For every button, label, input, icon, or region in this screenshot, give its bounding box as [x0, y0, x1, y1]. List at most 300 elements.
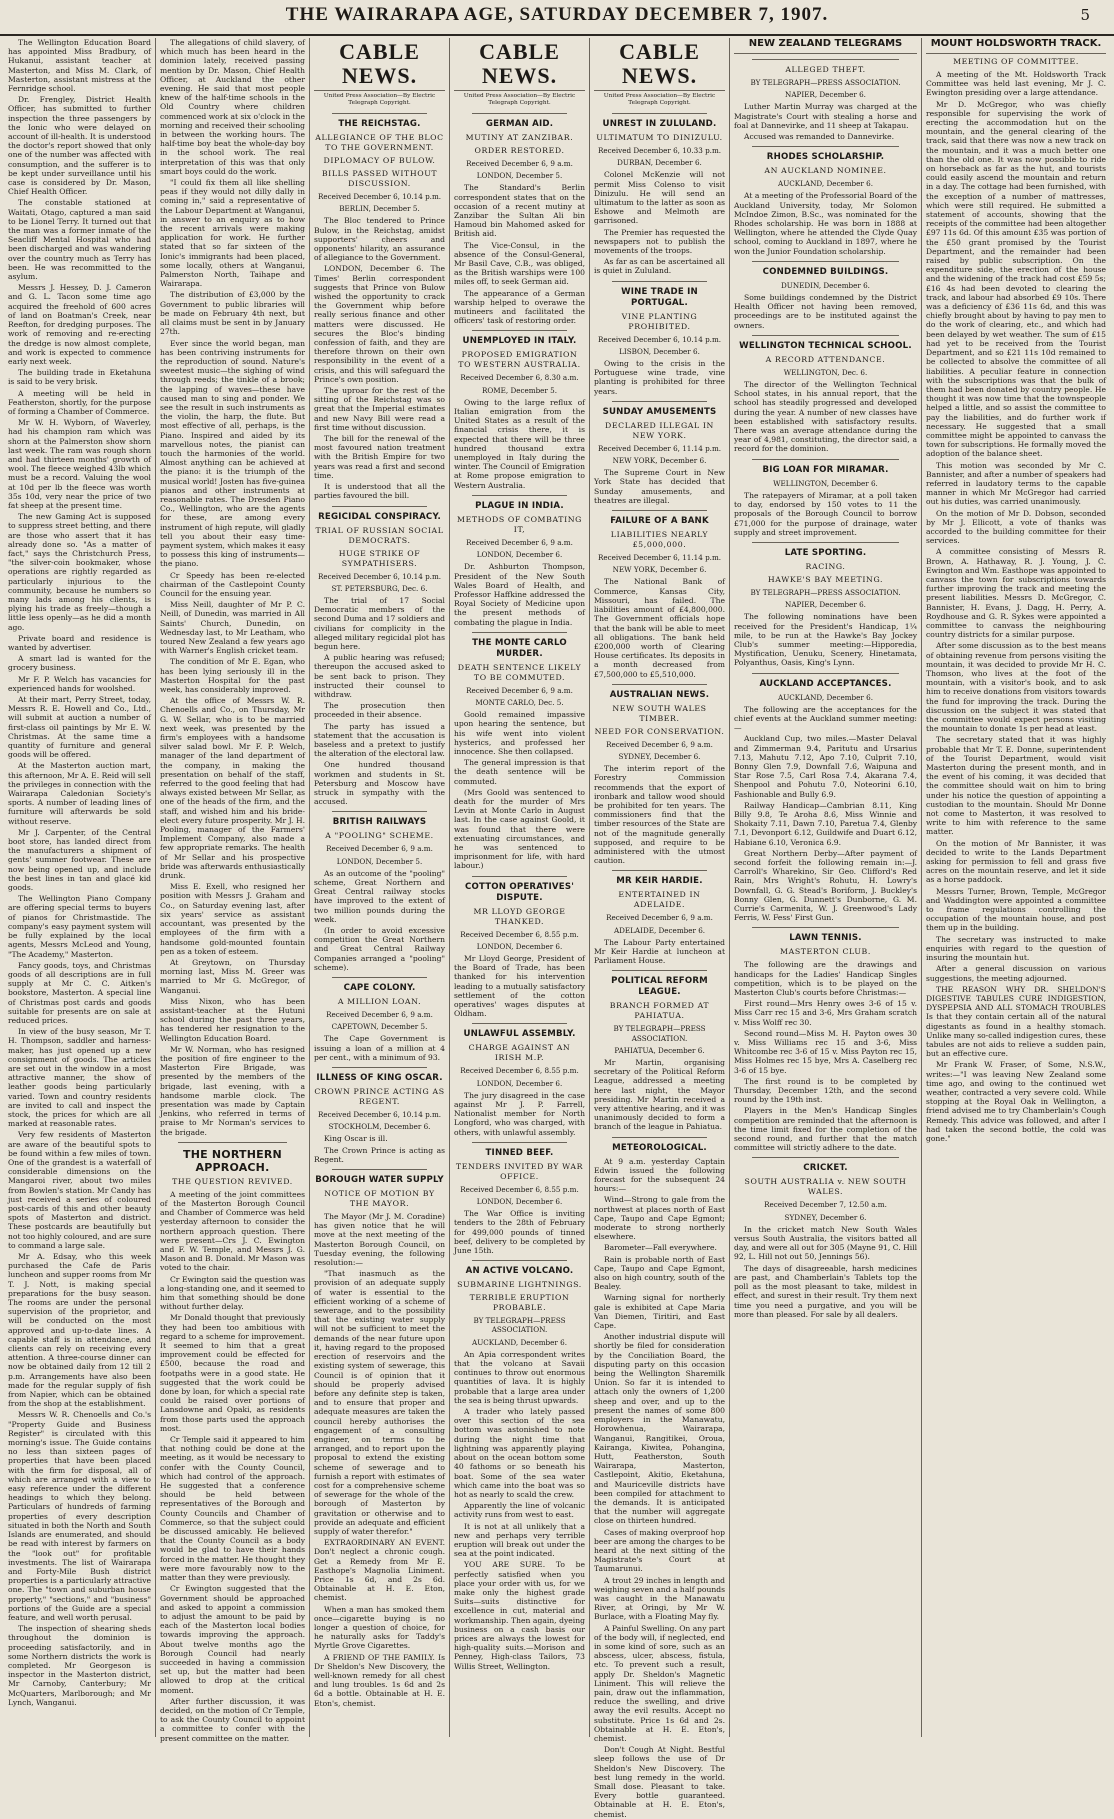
section-subheading: BILLS PASSED WITHOUT DISCUSSION. — [321, 169, 438, 188]
dateline: Received December 6, 8.55 p.m. — [460, 1066, 579, 1076]
paragraph: The Standard's Berlin correspondent states that on the occasion of a recent mutiny at Zanzibar the Sultan Ali bin Hamoud bin Mahomed asked for British aid. — [454, 183, 585, 239]
paragraph: First round—Mrs Henry owes 3-6 of 15 v. Miss Carr rec 15 and 3-6, Mrs Graham scratch v. Miss Wolff rec 30. — [734, 999, 917, 1027]
section-subheading: ENTERTAINED IN ADELAIDE. — [618, 890, 701, 910]
dateline: NAPIER, December 6. — [785, 90, 866, 100]
paragraph: The constable stationed at Waitati, Otago, captured a man said to be Lionel Terry. It turned out that the man was a former inmate of the Seacliff Mental Hospital who had been discharged and was wandering over the country much as Terry has been. He was recommitted to the asylum. — [8, 198, 151, 282]
dateline: Received December 6, 9 a.m. — [466, 159, 573, 168]
section-subheading: TRIAL OF RUSSIAN SOCIAL DEMOCRATS. — [315, 525, 444, 545]
divider — [332, 977, 427, 978]
section-heading: LATE SPORTING. — [784, 547, 867, 558]
dateline: Received December 6, 10.14 p.m. — [317, 192, 442, 201]
paragraph: Mr Lloyd George, President of the Board of Trade, has been thanked for his intervention leading to a mutually satisfactory settlement of the cotton operatives' wages disputes at Oldham. — [454, 953, 585, 1019]
dateline: Received December 6, 9 a.m. — [466, 685, 573, 695]
section-subheading: A MILLION LOAN. — [337, 997, 422, 1007]
section-heading: COTTON OPERATIVES' DISPUTE. — [464, 881, 575, 903]
paragraph: On the motion of Mr Bannister, it was decided to write to the Lands Department asking for permission to fell and grass five acres on the mountain reserve, and let it side as a horse paddock. — [926, 838, 1106, 885]
paragraph: The building trade in Eketahuna is said to be very brisk. — [8, 368, 151, 387]
section-subheading: A RECORD ATTENDANCE. — [765, 354, 886, 364]
divider — [178, 1142, 287, 1143]
paragraph: Mr D. McGregor, who was chiefly responsible for supervising the work of erecting the accommodation hut on the mountain, and the general clearing of the track, said that there was now a new track on the mountain, and it was a much better one than the old one. It was now possible to ride on horseback as far as the hut, and tourists could easily ascend the mountain and return in a day. The cottage had been furnished, with the exception of a number of mattresses, which were still required. He submitted a statement of accounts, showing that the receipts of the committee had been altogether £97 11s 6d. Of this amount £35 was portion of the £50 grant promised by the Tourist Department, and the remainder had been raised by public subscription. On the expenditure side, the erection of the house and the widening of the track had cost £59 5s; £16 4s had been devoted to clearing the track, and labour had absorbed £9 10s. There was a deficiency of £36 11s 6d, and this was chiefly brought about by having to pay men to do the work of clearing, etc., and which had been delayed by wet weather. The sum of £15 had yet to be received from the Tourist Department, and so £21 11s 10d remained to be collected to absolve the committee of all liabilities. A peculiar feature in connection with the subscriptions was that the bulk of them had been donated by country people. He thought it was now time that the townspeople helped a little, and so assist the committee to pay the liabilities, and do further work if necessary. He suggested that a small committee might be appointed to canvass the town for subscriptions. He formally moved the adoption of the balance sheet. — [926, 99, 1106, 459]
dateline: LONDON, December 5. — [336, 856, 423, 866]
paragraph: At Greytown, on Thursday morning last, Miss M. Greer was married to Mr G. McGregor, of Wanganui. — [160, 957, 305, 995]
section-subheading: DECLARED ILLEGAL IN NEW YORK. — [605, 420, 714, 440]
paragraph: Apparently the line of volcanic activity runs from west to east. — [454, 1501, 585, 1520]
dateline: LONDON, December 5. — [476, 171, 563, 181]
dateline: LONDON, December 6. — [476, 550, 563, 560]
dateline: NEW YORK, December 6. — [612, 565, 707, 575]
paragraph: The ratepayers of Miramar, at a poll taken to day, endorsed by 150 votes to 11 the proposals of the Borough Council to borrow £71,000 for the purpose of drainage, water supply and street improvement. — [734, 490, 917, 537]
dateline: LISBON, December 6. — [619, 346, 700, 356]
section-heading: UNREST IN ZULULAND. — [602, 119, 717, 129]
paragraph: Miss Nixon, who has been assistant-teacher at the Hutuni school during the past three years, has tendered her resignation to the Wellington Education Board. — [160, 996, 305, 1043]
section-subheading: AN AUCKLAND NOMINEE. — [764, 166, 887, 176]
paragraph: The following are the acceptances for the chief events at the Auckland summer meeting:— — [734, 704, 917, 733]
paragraph: LONDON, December 6. The Times' Berlin correspondent suggests that Prince von Bulow wished the opportunity to crack the Government whip before really serious finance and other matters were discussed. He secures the Bloc's binding confession of faith, and they are therefore thrown on their own responsibility in the event of a crisis, and this will safeguard the Prince's own position. — [314, 264, 445, 384]
paragraph: The Wellington Education Board has appointed Miss Bradbury, of Hukanui, assistant teacher at Masterton, and Miss M. Clark, of Masterton, assistant mistress at the Fernridge school. — [8, 38, 151, 94]
article-body — [926, 70, 1106, 1143]
paragraph: Mr W. H. Wyborn, of Waverley, had his champion ram which was shorn at the Palmerston show shorn last week. The ram was rough shorn and had thirteen months' growth of wool. The fleece weighed 43lb which must be a record. Valuing the wool at 10d per lb the fleece was worth 35s 10d, very near the price of two fat sheep at the present time. — [8, 418, 151, 510]
masthead — [0, 0, 1114, 36]
holdsworth-heading: MOUNT HOLDSWORTH TRACK. — [926, 38, 1106, 54]
dateline: BY TELEGRAPH—PRESS ASSOCIATION. — [613, 1024, 706, 1043]
section-subheading: DIPLOMACY OF BULOW. — [323, 156, 436, 165]
paragraph: The Premier has requested the newspapers not to publish the movements of the troops. — [594, 227, 725, 256]
section-subheading: SOUTH AUSTRALIA v. NEW SOUTH WALES. — [744, 1177, 907, 1197]
paragraph: Dr. Frengley, District Health Officer, has submitted to further inspection the three passengers by the Ionic who were delayed on account of ill-health. It is understood the doctor's report showed that only one of the number was affected with consumption, and the sufferer is to be kept under surveillance until his case is considered by Dr. Mason, Chief Health Officer. — [8, 95, 151, 197]
dateline: BERLIN, December 5. — [339, 204, 420, 214]
divider — [332, 811, 427, 812]
paragraph: An Apia correspondent writes that the volcano at Savaii continues to throw out enormous quantities of lava. It is highly probable that a large area under the sea is being thrust upwards. — [454, 1349, 585, 1405]
dateline: Received December 6, 9 a.m. — [326, 844, 433, 854]
telegram-articles — [734, 59, 917, 1319]
local-news-paragraphs — [160, 38, 305, 1137]
paragraph: The uproar for the rest of the sitting of the Reichstag was so great that the Imperial estimates and new Navy Bill were read a first time without discussion. — [314, 386, 445, 432]
paragraph: In view of the busy season, Mr T. H. Thompson, saddler and harness-maker, has just opened up a new consignment of goods. The articles are set out in the window in a most attractive manner, the show of leather goods being particularly varied. Town and country residents are invited to call and inspect the stock, the prices for which are all marked at reasonable rates. — [8, 1027, 151, 1129]
paragraph: After a general discussion on various suggestions, the meeting adjourned. — [926, 964, 1106, 983]
paragraph: EXTRAORDINARY AN EVENT. Don't neglect a chronic cough. Get a Remedy from Mr E. Easthope's Magnolia Liniment. Price 1s 6d, and 2s 6d. Obtainable at H. E. Eton, chemist. — [314, 1538, 445, 1603]
section-subheading: HUGE STRIKE OF SYMPATHISERS. — [338, 548, 421, 568]
divider — [472, 1023, 567, 1024]
column-6-nz-telegrams — [730, 38, 922, 1737]
paragraph: Cr Speedy has been re-elected chairman of the Castlepoint County Council for the ensuing year. — [160, 570, 305, 598]
paragraph: A trader who lately passed over this section of the sea bottom was astonished to note during the night time that lightning was apparently playing about on the ocean bottom some 40 fathoms or so beneath his boat. Some of the sea water which came into the boat was so hot as nearly to scald the crew. — [454, 1407, 585, 1499]
section-heading: MR KEIR HARDIE. — [616, 876, 703, 887]
cable-articles — [454, 113, 585, 1671]
paragraph: A meeting will be held in Featherston, shortly, for the purpose of forming a Chamber of Commerce. — [8, 388, 151, 416]
paragraph: Messrs J. Hessey, D. J. Cameron and G. L. Tacon some time ago acquired the freehold of 600 acres of land on Boatman's Creek, near Reefton, for dredging purposes. The work of removing and re-erecting the dredge is now almost complete, and work is expected to commence early next week. — [8, 283, 151, 366]
dateline: LONDON, December 6. — [476, 1078, 563, 1088]
section-subheading: MASTERTON CLUB. — [780, 947, 871, 957]
section-heading: SUNDAY AMUSEMENTS — [602, 406, 717, 417]
agency-credit: United Press Association—By Electric Telegraph Copyright. — [323, 93, 436, 106]
paragraph: A meeting of the joint committees of the Masterton Borough Council and Chamber of Commerce was held yesterday afternoon to consider the northern approach question. There were present—Crs J. C. Ewington and F. W. Temple, and Messrs J. G. Mason and B. Donald. Mr Mason was voted to the chair. — [160, 1189, 305, 1273]
paragraph: The Wellington Piano Company are offering special terms to buyers of pianos for Christmastide. The company's easy payment system will be fully explained by the local agents, Messrs McLeod and Young, "The Academy," Masterton. — [8, 894, 151, 959]
paragraph: Wind—Strong to gale from the northwest at places north of East Cape, Taupo and Cape Egmont; moderate to strong northerly elsewhere. — [594, 1195, 725, 1242]
section-subheading: NOTICE OF MOTION BY THE MAYOR. — [324, 1189, 435, 1209]
paragraph: Warning signal for northerly gale is exhibited at Cape Maria Van Diemen, Tiritiri, and East Cape. — [594, 1293, 725, 1331]
paragraph: Cr Ewington suggested that the Government should be approached and asked to appoint a commission to adjust the amount to be paid by each of the Masterton local bodies towards improving the approach. About twelve months ago the Borough Council had nearly succeeded in having a commission set up, but the matter had been allowed to drop at the critical moment. — [160, 1584, 305, 1695]
section-subheading: A "POOLING" SCHEME. — [325, 831, 434, 841]
paragraph: Barometer—Fall everywhere. — [604, 1243, 717, 1253]
paragraph: Mr A. Edsay, who this week purchased the Cafe de Paris luncheon and supper rooms from Mr T. J. Nott, is making special preparations for the busy season. The rooms are under the personal supervision of the proprietor, and will be conducted on the most approved and up-to-date lines. A capable staff is in attendance, and clients can rely on receiving every attention. A three-course dinner can now be obtained daily from 12 till 2 p.m. Arrangements have also been made for the regular supply of fish from Napier, which can be obtained from the shop at the establishment. — [8, 1252, 151, 1409]
section-heading: BOROUGH WATER SUPPLY — [315, 1175, 444, 1186]
paragraph: Miss E. Exell, who resigned her position with Messrs J. Graham and Co., on Saturday evening last, after six years' service as assistant accountant, was presented by the employees of the firm with a handsome gold-mounted fountain pen as a token of esteem. — [160, 882, 305, 956]
paragraph: The new Gaming Act is supposed to suppress street betting, and there are those who assert that it has already done so. "As a matter of fact," says the Christchurch Press, "the silver-coin bookmaker, whose operations are rightly regarded as particularly injurious to the community, because he numbers so many lads among his clients, is plying his trade as freely—though a little less openly—as he did a month ago. — [8, 512, 151, 632]
section-subheading: MR LLOYD GEORGE THANKED. — [473, 906, 566, 926]
section-heading: AN ACTIVE VOLCANO. — [465, 1266, 574, 1277]
divider — [752, 146, 899, 147]
divider — [752, 261, 899, 262]
cable-articles — [314, 113, 445, 1708]
paragraph: Owing to the crisis in the Portuguese wine trade, vine planting is prohibited for three years. — [594, 359, 725, 396]
dateline: NAPIER, December 6. — [785, 600, 866, 610]
paragraph: Another industrial dispute will shortly be filed for consideration by the Conciliation Board, the disputing party on this occasion being the Wellington Sharemilk Union. So far it is intended to attach only the owners of 1,200 sheep and over, and up to the present the names of some 800 employers in the Manawatu, Horowhenua, Wairarapa, Wanganui, Rangitikei, Oroua, Kairanga, Kiwitea, Pohangina, Hutt, Featherston, South Wairarapa, Masterton, Castlepoint, Akitio, Eketahuna, and Mauriceville districts have been compiled for attachment to the demands. It is anticipated that the number will aggregate close on thirteen hundred. — [594, 1332, 725, 1526]
nz-telegrams-heading: NEW ZEALAND TELEGRAMS — [734, 38, 917, 54]
section-heading: BIG LOAN FOR MIRAMAR. — [762, 464, 889, 475]
section-heading: WINE TRADE IN PORTUGAL. — [621, 286, 698, 308]
dateline: NEW YORK, December 6. — [612, 456, 707, 466]
section-subheading: TERRIBLE ERUPTION PROBABLE. — [469, 1293, 570, 1313]
section-heading: REGICIDAL CONSPIRACY. — [318, 511, 441, 522]
paragraph: The secretary stated that it was highly probable that Mr T. E. Donne, superintendent of the Tourist Department, would visit Masterton during the present month, and in the event of his coming, it was decided that the committee should wait on him to bring under his notice the question of appointing a custodian to the mountain. Should Mr Donne not come to Masterton, it was resolved to write to him with reference to the same matter. — [926, 735, 1106, 837]
paragraph: A committee consisting of Messrs R. Brown, A. Hathaway, R. J. Young, J. C. Ewington and Wm. Easthope was appointed to canvass the town for subscriptions towards further improving the track and meeting the present liabilities. Messrs D. McGregor, C. Bannister, H. Evans, J. Dagg, H. Perry, A. Roydhouse and G. R. Sykes were appointed a committee to canvass the neighbouring country districts for a similar purpose. — [926, 547, 1106, 640]
section-subheading: PROPOSED EMIGRATION TO WESTERN AUSTRALIA. — [458, 350, 581, 370]
dateline: Received December 6, 9 a.m. — [606, 739, 713, 749]
section-subheading: HAWKE'S BAY MEETING. — [767, 574, 884, 584]
paragraph: The Cape Government is issuing a loan of a million at 4 per cent., with a minimum of 93. — [314, 1034, 445, 1062]
dateline: CAPETOWN, December 5. — [331, 1022, 428, 1032]
section-heading: BRITISH RAILWAYS — [332, 817, 427, 828]
divider — [332, 113, 427, 114]
local-news-paragraphs — [8, 38, 151, 1707]
column-2-local-news — [156, 38, 310, 1743]
column-3-cable-news — [310, 38, 450, 1737]
dateline: Received December 6, 10.14 p.m. — [597, 334, 722, 344]
paragraph: A trout 29 inches in length and weighing seven and a half pounds was caught in the Manawatu River, at Oringi, by Mr W. Burlace, with a Floating May fly. — [594, 1575, 725, 1622]
divider — [752, 542, 899, 543]
dateline: Received December 6, 9 a.m. — [326, 1010, 433, 1020]
section-heading: LAWN TENNIS. — [789, 933, 862, 944]
paragraph: Mr F. P. Welch has vacancies for experienced hands for woolshed. — [8, 674, 151, 693]
paragraph: Players in the Men's Handicap Singles competition are reminded that the afternoon is the time limit fixed for the completion of the second round, and further that the match committee will strictly adhere to the date. — [734, 1106, 917, 1153]
paragraph: The trial of 17 Social Democratic members of the second Duma and 17 soldiers and civilians for complicity in the alleged military regicidal plot has begun here. — [314, 595, 445, 651]
paragraph: A meeting of the Mt. Holdsworth Track Committee was held last evening, Mr J. C. Ewington presiding over a large attendance. — [926, 70, 1106, 98]
divider — [472, 1142, 567, 1143]
cable-news-heading: CABLE NEWS. — [594, 40, 725, 91]
section-heading: CRICKET. — [803, 1163, 848, 1174]
column-5-cable-news — [590, 38, 730, 1819]
paragraph: The general impression is that the death sentence will be commuted. — [454, 758, 585, 786]
dateline: MONTE CARLO, Dec. 5. — [475, 697, 564, 707]
paragraph: The appearance of a German warship helped to overawe the mutineers and facilitated the officers' task of restoring order. — [454, 288, 585, 326]
column-4-cable-news — [450, 38, 590, 1737]
paragraph: Dr. Ashburton Thompson, President of the New South Wales Board of Health, and Professor Haffkine addressed the Royal Society of Medicine upon the present methods of combating the plague in India. — [454, 562, 585, 627]
divider — [472, 1260, 567, 1261]
paragraph: Colonel McKenzie will not permit Miss Colenso to visit Dinizulu. He will send an ultimatum to the latter as soon as Eshowe and Melmoth are garrisoned. — [594, 170, 725, 226]
paragraph: Luther Martin Murray was charged at the Magistrate's Court with stealing a horse and foal at Dannevirke, and 11 sheep at Takapau. — [734, 102, 917, 130]
cable-news-heading: CABLE NEWS. — [314, 40, 445, 91]
paragraph: At the Masterton auction mart, this afternoon, Mr A. E. Reid will sell the privileges in connection with the Wairarapa Caledonian Society's sports. A number of leading lines of furniture will afterwards be sold without reserve. — [8, 761, 151, 826]
section-heading: THE NORTHERN APPROACH. — [183, 1147, 282, 1174]
paragraph: (In order to avoid excessive competition the Great Northern and Great Central Railway Companies arranged a "pooling" scheme). — [314, 926, 445, 972]
paragraph: The Labour Party entertained Mr Keir Hardie at luncheon at Parliament House. — [594, 937, 725, 966]
section-heading: ILLNESS OF KING OSCAR. — [316, 1073, 443, 1084]
paragraph: The inspection of shearing sheds throughout the dominion is proceeding satisfactorily, and in some Northern districts the work is completed. Mr Georgeson is inspector in the Masterton district, Mr Carnoby, Canterbury; Mr McQuarters, Marlborough; and Mr Lynch, Wanganui. — [8, 1624, 151, 1707]
divider — [472, 330, 567, 331]
dateline: Received December 6, 9 a.m. — [606, 913, 713, 923]
section-subheading: RACING. — [805, 561, 846, 571]
section-subheading: ULTIMATUM TO DINIZULU. — [596, 133, 723, 142]
paragraph: The prosecution then proceeded in their absence. — [314, 701, 445, 720]
section-subheading: ORDER RESTORED. — [474, 146, 565, 155]
dateline: Received December 6, 11.14 p.m. — [597, 443, 722, 453]
paragraph: A Painful Swelling. On any part of the body will, if neglected, end in some kind of sore, such as an abscess, ulcer, abscess, fistula, etc. To prevent such a result, apply Dr. Sheldon's Magnetic Liniment. This will relieve the pain, draw out the inflammation, reduce the swelling, and drive away the evil results. Accept no substitute. Price 1s 6d and 2s. Obtainable at H. E. Eton's, chemist. — [594, 1623, 725, 1743]
dateline: AUCKLAND, December 6. — [778, 179, 873, 189]
dateline: AUCKLAND, December 6. — [472, 1337, 567, 1347]
paragraph: Mr Donald thought that previously they had been too ambitious with regard to a scheme for improvement. It seemed to him that a great improvement could be effected for £500, because the road and footpaths were in a good state. He suggested that the work could be done by loan, for which a special rate could be raised over portions of Lansdowne and Opaki, as residents from those parts used the approach most. — [160, 1313, 305, 1433]
paragraph: At the office of Messrs W. R. Chenoells and Co., on Thursday, Mr G. W. Sellar, who is to be married next week, was presented by the firm's employees with a handsome silver salad bowl. Mr F. P. Welch, manager of the land department of the company, in making the presentation on behalf of the staff, referred to the good feeling that had always existed between Mr Sellar, as one of the heads of the firm, and the staff, and wished him and his bride-elect every future prosperity. Mr J. H. Pooling, manager of the Farmers' Implement Company, also made a few appropriate remarks. The health of Mr Sellar and his prospective bride was afterwards enthusiastically drunk. — [160, 696, 305, 881]
paragraph: The following are the drawings and handicaps for the Ladies' Handicap Singles competition, which is to be played on the Masterton Club's courts before Christmas:— — [734, 960, 917, 998]
dateline: SYDNEY, December 6. — [784, 1212, 867, 1222]
divider — [752, 59, 899, 60]
paragraph: Mr J. Carpenter, of the Central boot store, has landed direct from the manufacturers a shipment of gents' summer footwear. These are now being opened up, and include the best lines in tan and glacé kid goods. — [8, 827, 151, 893]
newspaper-title: THE WAIRARAPA AGE, SATURDAY DECEMBER 7, 1907. — [285, 4, 829, 25]
dateline: PAHIATUA, December 6. — [614, 1045, 705, 1055]
paragraph: At 9 a.m. yesterday Captain Edwin issued the following forecast for the subsequent 24 hours:— — [594, 1156, 725, 1194]
divider — [332, 1169, 427, 1170]
section-heading: AUCKLAND ACCEPTANCES. — [759, 678, 892, 689]
section-heading: TINNED BEEF. — [485, 1147, 554, 1158]
section-heading: CAPE COLONY. — [343, 983, 416, 994]
section-heading: RHODES SCHOLARSHIP. — [766, 152, 885, 163]
divider — [332, 1067, 427, 1068]
divider — [752, 927, 899, 928]
paragraph: It is understood that all the parties favoured the bill. — [314, 482, 445, 501]
section-heading: THE MONTE CARLO MURDER. — [472, 637, 567, 659]
paragraph: "I could fix them all like shelling peas if they would not dilly dally in coming in," said a representative of the Labour Department at Wanganui, in answer to an enquiry as to how the recent arrivals were making application for work. He further stated that so far sixteen of the Ionic's immigrants had been placed, some locally, others at Wanganui, Palmerston North, Taihape and Wairarapa. — [160, 178, 305, 289]
paragraph: The secretary was instructed to make enquiries with regard to the question of insuring the mountain hut. — [926, 934, 1106, 963]
paragraph: The National Bank of Commerce, Kansas City, Missouri, has failed. The liabilities amount of £4,800,000. The Government officials hope that the bank will be able to meet all obligations. The bank held £200,000 worth of Clearing House certificates. Its deposits in a month decreased from £7,500,000 to £5,510,000. — [594, 577, 725, 679]
advertisement: The days of disagreeable, harsh medicines are past, and Chamberlain's Tablets top the poll as the most pleasant to take, mildest in effect, and surest in their result. Try them next time you need a purgative, and you will be more than pleased. For sale by all dealers. — [734, 1263, 917, 1319]
section-subheading: CROWN PRINCE ACTING AS REGENT. — [314, 1087, 445, 1107]
paragraph: The Vice-Consul, in the absence of the Consul-General, Mr Basil Cave, C.B., was obliged, as the British warships were 100 miles off, to seek German aid. — [454, 240, 585, 287]
section-heading: THE REICHSTAG. — [338, 119, 421, 129]
section-subheading: BRANCH FORMED AT PAHIATUA. — [609, 1001, 710, 1021]
paragraph: Mr Martin, organising secretary of the Political Reform League, addressed a meeting here last night, the Mayor presiding. Mr Martin received a very attentive hearing, and it was unanimously decided to form a branch of the league in Pahiatua. — [594, 1057, 725, 1132]
paragraph: "That inasmuch as the provision of an adequate supply of water is essential to the efficient working of a scheme of sewerage, and to the possibility that the existing water supply will not be sufficient to meet the demands of the near future upon it, having regard to the proposed erection of reservoirs and the existing system of sewerage, this Council is of opinion that it should be properly advised before any definite step is taken, and to ensure that proper and adequate measures are taken the council hereby authorises the engagement of a consulting engineer, on terms to be arranged, and to report upon the proposal to extend the existing scheme of sewerage and to furnish a report with estimates of cost for a comprehensive scheme of sewerage for the whole of the borough of Masterton by gravitation or otherwise and to provide an adequate and efficient supply of water therefor." — [314, 1269, 445, 1536]
paragraph: A public hearing was refused; thereupon the accused asked to be sent back to prison. They instructed their counsel to withdraw. — [314, 653, 445, 699]
dateline: ADELAIDE, December 6. — [613, 925, 706, 935]
paragraph: The allegations of child slavery, of which much has been heard in the dominion lately, received passing mention by Dr. Mason, Chief Health Officer, at Auckland the other evening. He said that most people knew of the half-time schools in the Old Country where children commenced work at six o'clock in the morning and received their schooling in between the working hours. The half-time boy beat the whole-day boy in the school work. The real interpretation of this was that only smart boys could do the work. — [160, 38, 305, 176]
paragraph: This motion was seconded by Mr C. Bannister, and after a number of speakers had referred in laudatory terms to the capable manner in which Mr McGregor had carried out his duties, was carried unanimously. — [926, 460, 1106, 507]
dateline: Received December 6, 8.55 p.m. — [460, 1184, 579, 1194]
dateline: BY TELEGRAPH—PRESS ASSOCIATION. — [750, 78, 901, 87]
paragraph: Very few residents of Masterton are aware of the beautiful spots to be found within a few miles of town. One of the grandest is a waterfall of considerable dimensions on the Mangaroi river, about two miles from Bowlen's station. Mr Candy has just received a series of coloured post-cards of this and other beauty spots of Masterton and district. These postcards are beautifully but not too highly coloured, and are sure to command a large sale. — [8, 1130, 151, 1250]
cable-news-heading: CABLE NEWS. — [454, 40, 585, 91]
section-subheading: METHODS OF COMBATING IT, — [456, 514, 583, 534]
column-1-local-news — [4, 38, 156, 1737]
paragraph: Don't Cough At Night. Bestful sleep follows the use of Dr Sheldon's New Discovery. The best lung remedy in the world. Small dose. Pleasant to take. Every bottle guaranteed. Obtainable at H. E. Eton's, chemist. — [594, 1745, 725, 1819]
dateline: SYDNEY, December 6. — [618, 751, 701, 761]
dateline: DUNEDIN, December 6. — [781, 280, 870, 290]
paragraph: Mr Frank W. Fraser, of Some, N.S.W., writes:—"I was leaving New Zealand some time ago, and owing to the continued wet weather, contracted a very severe cold. While stopping at the Royal Oak in Wellington, a friend advised me to try Chamberlain's Cough Remedy. This advice was followed, and after I had taken the second bottle, the cold was gone." — [926, 1060, 1106, 1143]
divider — [752, 459, 899, 460]
section-subheading: SUBMARINE LIGHTNINGS. — [457, 1280, 582, 1290]
paragraph: Fancy goods, toys, and Christmas goods of all descriptions are in full supply at Mr C. C. Aitken's bookstore, Masterton. A special line of Christmas post cards and goods suitable for presents are on sale at reduced prices. — [8, 960, 151, 1025]
dateline: Received December 6, 10.33 p.m. — [597, 146, 722, 155]
section-subheading: NEED FOR CONSERVATION. — [594, 726, 725, 736]
dateline: AUCKLAND, December 6. — [778, 692, 873, 702]
paragraph: The War Office is inviting tenders to the 28th of February for 499,000 pounds of tinned beef, delivery to be completed by June 15th. — [454, 1209, 585, 1256]
section-subheading: THE QUESTION REVIVED. — [172, 1176, 293, 1186]
agency-credit: United Press Association—By Electric Telegraph Copyright. — [463, 93, 576, 106]
paragraph: Second round—Miss M. H. Payton owes 30 v. Miss Williams rec 15 and 3-6, Miss Whitcombe rec 3-6 of 15 v. Miss Payton rec 15, Miss Holmes rec 15 bye, Mrs A. Caselberg rec 3-6 of 15 bye. — [734, 1028, 917, 1075]
section-heading: UNEMPLOYED IN ITALY. — [462, 336, 577, 347]
dateline: BY TELEGRAPH—PRESS ASSOCIATION. — [473, 1316, 566, 1335]
section-heading: CONDEMNED BUILDINGS. — [762, 266, 889, 277]
paragraph: Cases of making overproof hop beer are among the charges to be heard at the next sitting of the Magistrate's Court at Taumarunui. — [594, 1527, 725, 1574]
section-heading: WELLINGTON TECHNICAL SCHOOL. — [739, 340, 912, 351]
paragraph: The first round is to be completed by Thursday, December 12th, and the second round by the 19th inst. — [734, 1076, 917, 1105]
paragraph: THE REASON WHY DR. SHELDON'S DIGESTIVE TABULES CURE INDIGESTION, DYSPEPSIA AND ALL STOMACH TROUBLES Is that they contain certain all of the natural digestants as found in a healthy stomach. Unlike many so-called indigestion cures, these tabules are not aids to relieve a sudden pain, but an effective cure. — [926, 984, 1106, 1059]
paragraph: Goold remained impassive upon hearing the sentence, but his wife went into violent hysterics, and professed her innocence. She then collapsed. — [454, 710, 585, 756]
paragraph: The distribution of £3,000 by the Government to public libraries will be made on February 4th next, but all claims must be sent in by January 27th. — [160, 290, 305, 337]
paragraph: Rain is probable north of East Cape, Taupo and Cape Egmont, also on high country, south of the Bealey. — [594, 1254, 725, 1292]
dateline: ROME, December 5. — [481, 385, 558, 395]
paragraph: Auckland Cup, two miles.—Master Delaval and Zimmerman 9.4, Paritutu and Ursarius 7.13, Mahutu 7.12, Apo 7.10, Culprit 7.10, Bonny Glen 7.9, Downfall 7.6, Waipuna and Star Rose 7.5, Carl Rosa 7.4, Akarana 7.4, Shenpool and Pohutu 7.0, Noteorini 6.10, Fashionable and Bully 6.9. — [734, 734, 917, 799]
paragraph: After further discussion, it was decided, on the motion of Cr Temple, to ask the County Council to appoint a committee to confer with the present committee on the matter. — [160, 1696, 305, 1743]
divider — [472, 876, 567, 877]
section-heading: METEOROLOGICAL. — [612, 1142, 707, 1153]
paragraph: A FRIEND OF THE FAMILY. Is Dr Sheldon's New Discovery, the well-known remedy for all chest and lung troubles. 1s 6d and 2s 6d a bottle. Obtainable at H. E. Eton's, chemist. — [314, 1652, 445, 1708]
paragraph: After some discussion as to the best means of obtaining revenue from persons visiting the mountain, it was decided to provide Mr H. C. Thomson, who lives at the foot of the mountain, with a visitor's book, and to ask him to receive donations from visitors towards the fund for improving the track. During the discussion on the subject it was stated that the committee would expect persons visiting the mountain to donate 1s per head at least. — [926, 641, 1106, 734]
divider — [612, 510, 707, 511]
section-subheading: ALLEGED THEFT. — [785, 65, 866, 74]
dateline: Received December 6, 11.14 p.m. — [597, 553, 722, 563]
section-subheading: CHARGE AGAINST AN IRISH M.P. — [468, 1043, 571, 1063]
column-7-holdsworth-track — [922, 38, 1110, 1737]
section-heading: PLAGUE IN INDIA. — [475, 500, 564, 511]
dateline: WELLINGTON, December 6. — [773, 478, 878, 488]
article-body — [160, 1190, 305, 1743]
divider — [612, 281, 707, 282]
dateline: DURBAN, December 6. — [617, 158, 702, 168]
divider — [612, 113, 707, 114]
paragraph: The interim report of the Forestry Commission recommends that the export of ironbark and tallow wood should be prohibited for ten years. The commissioners find that the timber resources of the State are not of the magnitude generally supposed, and require to be administered with the utmost caution. — [594, 764, 725, 866]
paragraph: When a man has smoked them once—cigarette buying is no longer a question of choice, for he naturally asks for Taddy's Myrtle Grove Cigarettes. — [314, 1604, 445, 1651]
dateline: BY TELEGRAPH—PRESS ASSOCIATION. — [750, 587, 901, 597]
paragraph: The condition of Mr E. Egan, who has been lying seriously ill in the Masterton Hospital for the past week, has considerably improved. — [160, 657, 305, 695]
paragraph: Accused was remanded to Dannevirke. — [744, 132, 895, 142]
section-subheading: NEW SOUTH WALES TIMBER. — [612, 703, 707, 723]
paragraph: The party has issued a statement that the accusation is baseless and a pretext to justify the alteration of the electoral law. — [314, 721, 445, 759]
section-subheading: LIABILITIES NEARLY £5,000,000. — [610, 530, 709, 550]
dateline: Received December 6, 8.55 p.m. — [460, 929, 579, 939]
paragraph: Mr W. Norman, who has resigned the position of fire engineer to the Masterton Fire Brigade, was presented by the members of the brigade, last evening, with a handsome marble clock. The presentation was made by Captain Jenkins, who referred in terms of praise to Mr Norman's services to the brigade. — [160, 1044, 305, 1137]
paragraph: Railway Handicap—Cambrian 8.11, King Billy 9.8, Te Aroha 8.6, Miss Winnie and Shokaity 7.11, Dawn 7.10, Paretua 7.4, Glenby 7.1, Devonport 6.12, Guildwife and Duart 6.12, Habiane 6.10, Veronica 6.9. — [734, 800, 917, 847]
dateline: ST. PETERSBURG, Dec. 6. — [331, 583, 428, 593]
divider — [752, 673, 899, 674]
paragraph: The jury disagreed in the case against Mr J. P. Farrell, Nationalist member for North Longford, who was charged, with others, with unlawful assembly. — [454, 1090, 585, 1137]
dateline: WELLINGTON, Dec. 6. — [783, 367, 868, 377]
section-subheading: ALLEGIANCE OF THE BLOC TO THE GOVERNMENT. — [315, 133, 444, 152]
dateline: LONDON, December 6. — [476, 941, 563, 951]
agency-credit: United Press Association—By Electric Telegraph Copyright. — [603, 93, 716, 106]
section-heading: AUSTRALIAN NEWS. — [609, 689, 710, 700]
paragraph: Cr Ewington said the question was a long-standing one, and it seemed to him that something should be done without further delay. — [160, 1274, 305, 1312]
dateline: Received December 6, 9 a.m. — [466, 537, 573, 547]
dateline: LONDON, December 6. — [476, 1197, 563, 1207]
divider — [472, 495, 567, 496]
section-heading: FAILURE OF A BANK — [610, 516, 709, 527]
paragraph: Cr Temple said it appeared to him that nothing could be done at the meeting, as it would be necessary to confer with the County Council, which had control of the approach. He suggested that a conference should be held between representatives of the Borough and County Councils and Chamber of Commerce, so that the subject could be discussed amicably. He believed that the County Council as a body would be glad to have their hands forced in the matter. He thought they were more favourably now to the matter than they were previously. — [160, 1435, 305, 1583]
dateline: Received December 7, 12.50 a.m. — [764, 1200, 887, 1210]
section-heading: POLITICAL REFORM LEAGUE. — [611, 976, 708, 998]
paragraph: The Mayor (Mr J. M. Coradine) has given notice that he will move at the next meeting of the Masterton Borough Council, on Tuesday evening, the following resolution:— — [314, 1212, 445, 1268]
paragraph: A smart lad is wanted for the grocery business. — [8, 654, 151, 673]
paragraph: Messrs Turner, Brown, Temple, McGregor and Waddington were appointed a committee to frame regulations controlling the occupation of the mountain house, and post them up in the building. — [926, 886, 1106, 933]
divider — [612, 970, 707, 971]
dateline: Received December 6, 10.14 p.m. — [317, 1110, 442, 1120]
advertisement: YOU ARE SURE. To be perfectly satisfied when you place your order with us, for we make only the highest grade Suits—suits distinctive for excellence in cut, material and workmanship. Then again, dyeing business on a cash basis our prices are always the lowest for high-quality suits.—Morison and Penney, High-class Tailors, 73 Willis Street, Wellington. — [454, 1560, 585, 1671]
divider — [612, 401, 707, 402]
paragraph: Miss Neill, daughter of Mr P. C. Neill, of Dunedin, was married in All Saints' Church, Dunedin, on Wednesday last, to Mr Leatham, who toured New Zealand a few years ago with Warner's English cricket team. — [160, 600, 305, 656]
paragraph: The Crown Prince is acting as Regent. — [314, 1145, 445, 1164]
paragraph: The bill for the renewal of the most favoured nation treatment with the British Empire for two years was read a first and second time. — [314, 434, 445, 480]
divider — [612, 870, 707, 871]
divider — [752, 1157, 899, 1158]
paragraph: The Supreme Court in New York State has decided that Sunday amusements, and theatres are illegal. — [594, 468, 725, 505]
paragraph: The following nominations have been received for the President's Handicap, 1¼ mile, to be run at the Hawke's Bay Jockey Club's summer meeting:—Hipporedia, Mystification, Uenuku, Scenery, Hinetamata, Polyanthus, Oasis, King's Lynn. — [734, 612, 917, 668]
divider — [612, 684, 707, 685]
paragraph: Some buildings condemned by the District Health Officer not having been removed, proceedings are to be instituted against the owners. — [734, 293, 917, 330]
paragraph: The director of the Wellington Technical School states, in his annual report, that the school has steadily progressed and developed during the year. A number of new classes have been established with satisfactory results. There was an average attendance during the year of 4,981, constituting, the director said, a record for the dominion. — [734, 380, 917, 454]
paragraph: Private board and residence is wanted by advertiser. — [8, 633, 151, 652]
divider — [472, 632, 567, 633]
cable-articles — [594, 113, 725, 1819]
divider — [752, 335, 899, 336]
paragraph: King Oscar is ill. — [324, 1134, 388, 1144]
section-subheading: TENDERS INVITED BY WAR OFFICE. — [455, 1161, 584, 1181]
paragraph: Owing to the large reflux of Italian emigration from the United States as a result of the financial crisis there, it is expected that there will be three hundred thousand extra unemployed in Italy during the winter. The Council of Emigration at Rome propose emigration to Western Australia. — [454, 397, 585, 490]
divider — [472, 113, 567, 114]
paragraph: As far as can be ascertained all is quiet in Zululand. — [594, 257, 725, 276]
section-subheading: VINE PLANTING PROHIBITED. — [621, 311, 698, 331]
paragraph: As an outcome of the "pooling" scheme, Great Northern and Great Central railway stocks have improved to the extent of two million pounds during the week. — [314, 868, 445, 924]
paragraph: Great Northern Derby—After payment of second forfeit the following remain in:—J. Carroll's Wharekino, Sir Geo. Clifford's Red Rain, Mrs Wright's Rohutu, H. Lowry's Downfall, G. G. Stead's Boriform, J. Buckley's Bonny Glen, G. Dunnett's Dunborne, G. M. Currie's Carmenita, W. J. Greenwood's Lady Ferris, W. Fess' First Gun. — [734, 848, 917, 923]
paragraph: The Bloc tendered to Prince Bulow, in the Reichstag, amidst supporters' cheers and opponents' hilarity, an assurance of allegiance to the Government. — [314, 216, 445, 263]
page-number: 5 — [1080, 6, 1090, 24]
paragraph: On the motion of Mr D. Dobson, seconded by Mr J. Ellicott, a vote of thanks was accorded to the building committee for their services. — [926, 508, 1106, 546]
section-subheading: MEETING OF COMMITTEE. — [953, 57, 1079, 66]
divider — [612, 1137, 707, 1138]
paragraph: (Mrs Goold was sentenced to death for the murder of Mrs Levin at Monte Carlo in August last. In the case against Goold, it was found that there were extenuating circumstances, and he was sentenced to imprisonment for life, with hard labour.) — [454, 787, 585, 871]
paragraph: Messrs W. R. Chenoells and Co.'s "Property Guide and Business Register" is circulated with this morning's issue. The Guide contains no less than sixteen pages of properties that have been placed with the firm for disposal, all of which are arranged with a view to easy reference under the different headings to which they belong. Particulars of hundreds of farming properties of every description situated in both the North and South Islands are enumerated, and should be read with interest by farmers on the "look out" for profitable investments. The list of Wairarapa and Forty-Mile Bush district properties is a particularly attractive one. The "town and suburban house property," "sections," and "business" portions of the Guide are a special feature, and well worth perusal. — [8, 1410, 151, 1622]
section-heading: UNLAWFUL ASSEMBLY. — [463, 1029, 576, 1040]
dateline: Received December 6, 10.14 p.m. — [317, 571, 442, 581]
paragraph: Ever since the world began, man has been contriving instruments for the reproduction of sound. Nature's sweetest music—the sighing of wind through reeds; the tinkle of a brook; the lapping of waves—these have caused man to sing and ponder. We see the result in such instruments as the violin, the harp, the flute. But most effective of all, perhaps, is the Piano. Inspired and aided by its marvellous notes, the pianist can touch the harmonies of the world. Almost anything can be achieved at the piano: it is the triumph of the musical world! Josten has five-guinea pianos and other instruments at reasonable rates. The Dresden Piano Co., Wellington, who are the agents for these, are among every instrument of high repute, will gladly tell you about their easy time-payment system, which makes it easy to possess this king of instruments—the piano. — [160, 338, 306, 569]
section-heading: GERMAN AID. — [485, 119, 554, 129]
dateline: Received December 6, 8.30 a.m. — [460, 373, 579, 383]
paragraph: One hundred thousand workmen and students in St. Petersburg and Moscow have struck in sympathy with the accused. — [314, 760, 445, 807]
paragraph: At a meeting of the Professorial Board of the Auckland University, today, Mr Solomon McIndoe Zimon, B.Sc., was nominated for the Rhodes scholarship. He was born in 1888 at Wellington, where he attended the Clyde Quay school, coming to Auckland in 1897, where he won the Junior Foundation scholarship. — [734, 191, 917, 256]
divider — [332, 506, 427, 507]
section-subheading: DEATH SENTENCE LIKELY TO BE COMMUTED. — [457, 662, 582, 682]
paragraph: In the cricket match New South Wales versus South Australia, the visitors batted all day, and were all out for 305 (Mayne 91, C. Hill 92, L. Hill not out 50, Jennings 56). — [734, 1224, 917, 1262]
section-subheading: MUTINY AT ZANZIBAR. — [465, 133, 574, 142]
dateline: STOCKHOLM, December 6. — [328, 1122, 431, 1132]
paragraph: It is not at all unlikely that a new and perhaps very terrible eruption will break out under the sea at the point indicated. — [454, 1521, 585, 1559]
